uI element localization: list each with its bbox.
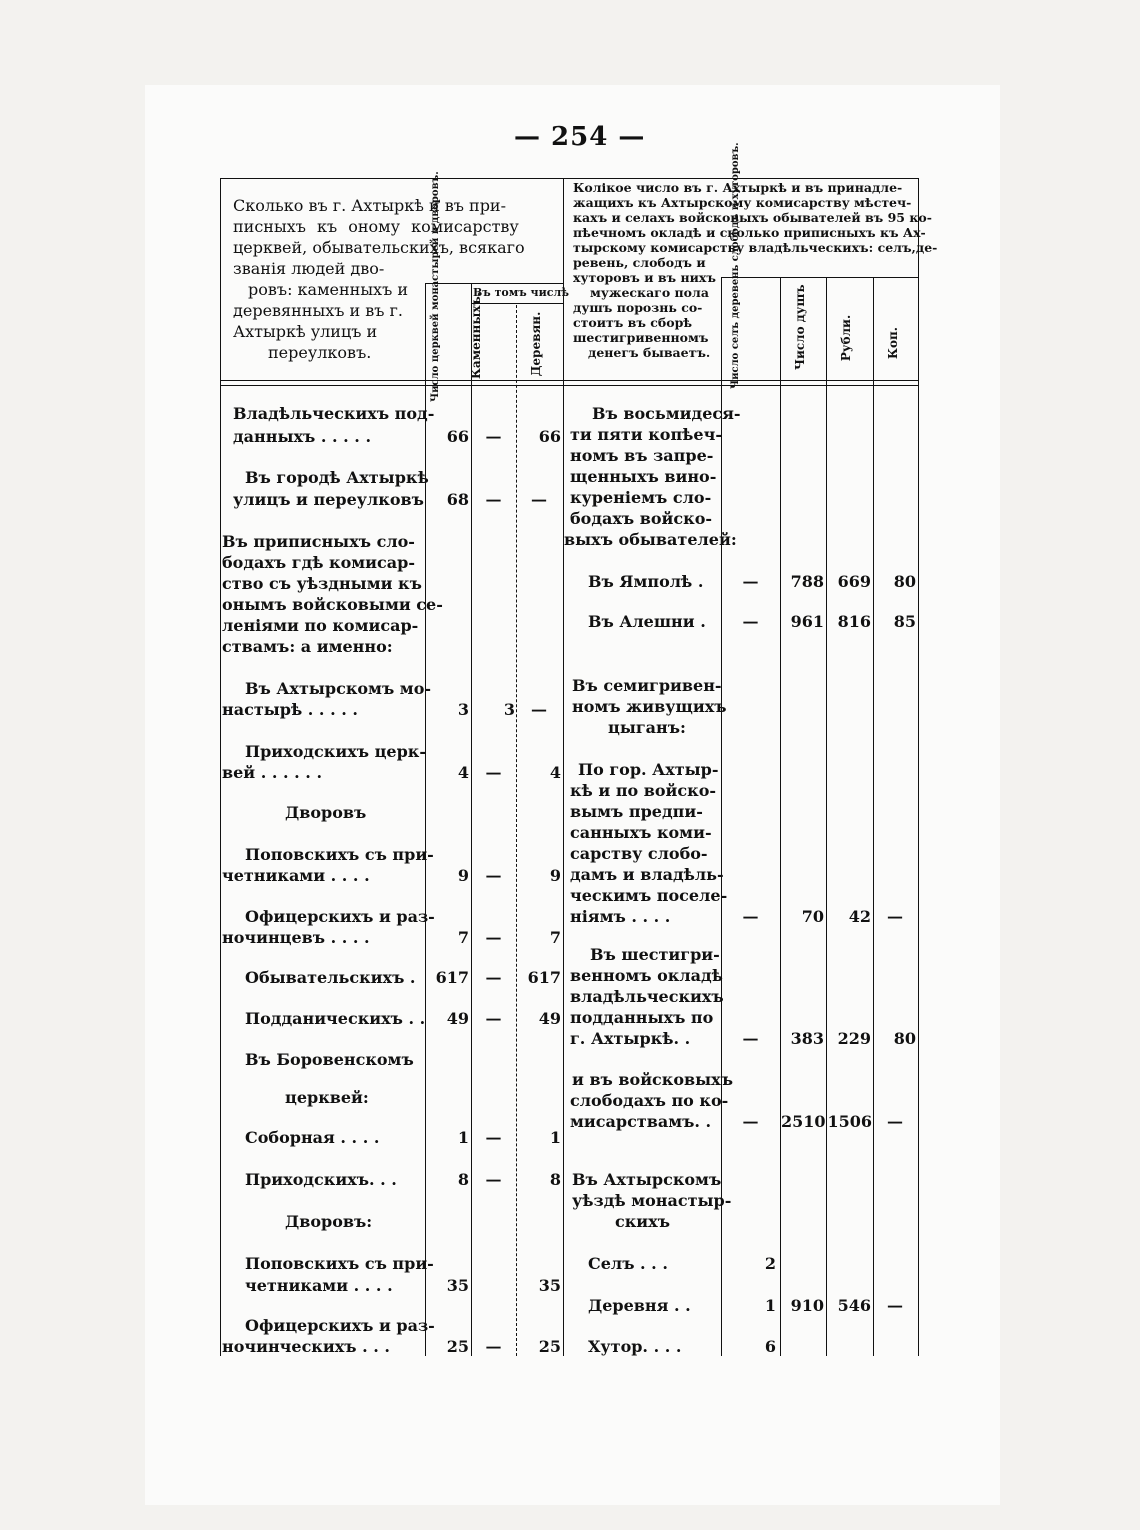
header-right-line: денегъ бываетъ.	[588, 345, 711, 360]
right-villages: 2	[764, 1254, 776, 1273]
right-rub: 229	[837, 1029, 871, 1048]
right-row-label: номъ въ запре-	[570, 446, 714, 465]
left-count: 49	[446, 1009, 469, 1028]
right-rub: 816	[837, 612, 871, 631]
right-rub: 669	[837, 572, 871, 591]
right-villages: —	[742, 1029, 759, 1048]
right-row-label: г. Ахтыркѣ. .	[570, 1029, 691, 1048]
left-row-label: Поповскихъ съ при-	[245, 845, 434, 864]
left-row-label: Подданическихъ . .	[245, 1009, 426, 1028]
left-count: 35	[446, 1276, 469, 1295]
right-kop: —	[887, 1296, 903, 1315]
left-row-label: настырѣ . . . . .	[222, 700, 358, 719]
left-stone: —	[485, 1128, 502, 1147]
right-row-label: Селъ . . .	[588, 1254, 668, 1273]
right-villages: 1	[764, 1296, 776, 1315]
header-left-line: переулковъ.	[268, 343, 372, 362]
header-right-line: стоитъ въ сборѣ	[573, 315, 693, 330]
left-stone: —	[485, 968, 502, 987]
header-right-line: мужескаго пола	[590, 285, 709, 300]
header-right-line: жащихъ къ Ахтырскому комисарству мѣстеч-	[573, 195, 912, 210]
right-row-label: кѣ и по войско-	[570, 781, 717, 800]
right-row-label: скихъ	[615, 1212, 670, 1231]
right-row-label: мисарствамъ. .	[570, 1112, 712, 1131]
left-row-label: леніями по комисар-	[222, 616, 419, 635]
left-count: 4	[457, 763, 469, 782]
left-wood: 25	[538, 1337, 561, 1356]
right-row-label: Въ Ахтырскомъ	[572, 1170, 722, 1189]
left-wood: 9	[549, 866, 561, 885]
right-row-label: куреніемъ сло-	[570, 488, 712, 507]
left-row-label: ство съ уѣздными къ	[222, 574, 422, 593]
left-wood: 1	[549, 1128, 561, 1147]
left-row-label: Обывательскихъ .	[245, 968, 416, 987]
header-left-line: писныхъ къ оному комисарству	[233, 217, 519, 236]
right-villages: —	[742, 612, 759, 631]
left-row-label: Дворовъ:	[285, 1212, 373, 1231]
right-row-label: Въ семигривен-	[572, 676, 722, 695]
left-row-label: церквей:	[285, 1088, 369, 1107]
col-header-stone: Каменныхъ.	[469, 292, 483, 379]
header-left-line: Сколько въ г. Ахтыркѣ и въ при-	[233, 196, 506, 215]
left-row-label: бодахъ гдѣ комисар-	[222, 553, 415, 572]
header-left-line: Ахтыркѣ улицъ и	[233, 322, 378, 341]
right-rub: 1506	[827, 1112, 872, 1131]
col-header-souls: Число душъ	[793, 284, 807, 370]
col-header-wood: Деревян.	[529, 311, 543, 377]
right-row-label: бодахъ войско-	[570, 509, 713, 528]
right-row-label: Въ шестигри-	[590, 945, 720, 964]
right-villages: —	[742, 1112, 759, 1131]
right-souls: 961	[790, 612, 824, 631]
left-count: 9	[457, 866, 469, 885]
right-rub: 546	[837, 1296, 871, 1315]
header-left-line: церквей, обывательскихъ, всякаго	[233, 238, 525, 257]
right-row-label: слободахъ по ко-	[570, 1091, 729, 1110]
header-right-line: Колікое число въ г. Ахтыркѣ и въ принадле-	[573, 180, 903, 195]
left-count: 25	[446, 1337, 469, 1356]
right-row-label: номъ живущихъ	[572, 697, 727, 716]
left-row-label: онымъ войсковыми се-	[222, 595, 443, 614]
right-row-label: санныхъ коми-	[570, 823, 712, 842]
header-right-line: ревень, слободъ и	[573, 255, 706, 270]
left-count: 7	[457, 928, 469, 947]
left-stone: —	[485, 1337, 502, 1356]
left-count: 8	[457, 1170, 469, 1189]
left-count: 3	[457, 700, 469, 719]
left-wood: 8	[549, 1170, 561, 1189]
right-souls: 2510	[781, 1112, 826, 1131]
right-row-label: уѣздѣ монастыр-	[572, 1191, 732, 1210]
left-stone: —	[485, 427, 502, 446]
left-wood: 35	[538, 1276, 561, 1295]
right-row-label: владѣльческихъ	[570, 987, 724, 1006]
left-stone: —	[485, 928, 502, 947]
header-left-line: ровъ: каменныхъ и	[248, 280, 409, 299]
left-wood: 7	[549, 928, 561, 947]
left-row-label: ночинческихъ . . .	[222, 1337, 390, 1356]
header-right-line: тырскому комисарству владѣльческихъ: селъ,де-	[573, 240, 938, 255]
right-kop: —	[887, 1112, 903, 1131]
right-rub: 42	[848, 907, 871, 926]
left-count: 617	[435, 968, 469, 987]
left-stone: —	[485, 1170, 502, 1189]
right-row-label: ческимъ поселе-	[570, 886, 728, 905]
page-number: — 254 —	[514, 122, 646, 152]
right-row-label: и въ войсковыхъ	[572, 1070, 733, 1089]
right-row-label: сарству слобо-	[570, 844, 708, 863]
left-row-label: ствамъ: а именно:	[222, 637, 393, 656]
right-row-label: ти пяти копѣеч-	[570, 425, 722, 444]
col-header-kop: Коп.	[886, 327, 900, 359]
right-kop: —	[887, 907, 903, 926]
right-villages: —	[742, 907, 759, 926]
left-count: 1	[457, 1128, 469, 1147]
left-row-label: ночинцевъ . . . .	[222, 928, 370, 947]
right-row-label: Въ Алешни .	[588, 612, 706, 631]
col-header-villages	[730, 271, 770, 389]
header-right-line: шестигривенномъ	[573, 330, 709, 345]
right-row-label: подданныхъ по	[570, 1008, 714, 1027]
left-row-label: Офицерскихъ и раз-	[245, 907, 435, 926]
left-row-label: Соборная . . . .	[245, 1128, 380, 1147]
left-row-label: Владѣльческихъ под-	[233, 404, 435, 423]
right-row-label: Въ Ямполѣ .	[588, 572, 704, 591]
left-stone: 3	[503, 700, 515, 719]
left-row-label: Въ Ахтырскомъ мо-	[245, 679, 431, 698]
left-wood: —	[531, 490, 547, 509]
left-row-label: улицъ и переулковъ	[233, 490, 424, 509]
right-souls: 383	[790, 1029, 824, 1048]
left-row-label: четниками . . . .	[245, 1276, 393, 1295]
right-row-label: вымъ предпи-	[570, 802, 703, 821]
header-left-line: званія людей дво-	[233, 259, 385, 278]
left-row-label: Поповскихъ съ при-	[245, 1254, 434, 1273]
right-row-label: Въ восьмидеся-	[592, 404, 741, 423]
col-header-rub: Рубли.	[839, 314, 853, 362]
left-wood: —	[531, 700, 547, 719]
header-right-line: душъ порознь со-	[573, 300, 703, 315]
left-stone: —	[485, 1009, 502, 1028]
left-row-label: Въ приписныхъ сло-	[222, 532, 415, 551]
right-row-label: Деревня . .	[588, 1296, 691, 1315]
right-row-label: дамъ и владѣль-	[570, 865, 724, 884]
left-stone: —	[485, 490, 502, 509]
left-row-label: Въ Боровенскомъ	[245, 1050, 414, 1069]
right-kop: 80	[893, 1029, 916, 1048]
right-souls: 910	[790, 1296, 824, 1315]
right-villages: 6	[764, 1337, 776, 1356]
right-kop: 85	[893, 612, 916, 631]
right-row-label: венномъ окладѣ	[570, 966, 723, 985]
left-row-label: вей . . . . . .	[222, 763, 323, 782]
left-wood: 66	[538, 427, 561, 446]
left-row-label: данныхъ . . . . .	[233, 427, 372, 446]
left-row-label: Приходскихъ. . .	[245, 1170, 397, 1189]
right-row-label: цыганъ:	[608, 718, 686, 737]
left-stone: —	[485, 866, 502, 885]
left-wood: 49	[538, 1009, 561, 1028]
header-left-line: деревянныхъ и въ г.	[233, 301, 403, 320]
left-count: 66	[446, 427, 469, 446]
col-header-count: Число церквей монастырей и дворовъ.	[430, 171, 441, 402]
header-right-line: хуторовъ и въ нихъ	[573, 270, 716, 285]
left-stone: —	[485, 763, 502, 782]
right-row-label: Хутор. . . .	[588, 1337, 682, 1356]
left-wood: 617	[527, 968, 561, 987]
right-villages: —	[742, 572, 759, 591]
right-kop: 80	[893, 572, 916, 591]
left-wood: 4	[549, 763, 561, 782]
left-row-label: четниками . . . .	[222, 866, 370, 885]
right-row-label: ніямъ . . . .	[570, 907, 671, 926]
right-souls: 70	[801, 907, 824, 926]
left-count: 68	[446, 490, 469, 509]
header-right-line: кахъ и селахъ войсковыхъ обывателей въ 95 ко-	[573, 210, 932, 225]
left-row-label: Дворовъ	[285, 803, 367, 822]
col-header-group: Въ томъ числѣ	[473, 286, 569, 299]
right-row-label: выхъ обывателей:	[564, 530, 737, 549]
left-row-label: Офицерскихъ и раз-	[245, 1316, 435, 1335]
right-souls: 788	[790, 572, 824, 591]
header-right-line: пѣечномъ окладѣ и сколько приписныхъ къ Ах-	[573, 225, 926, 240]
right-row-label: щенныхъ вино-	[570, 467, 717, 486]
left-row-label: Въ городѣ Ахтыркѣ	[245, 468, 429, 487]
left-row-label: Приходскихъ церк-	[245, 742, 426, 761]
right-row-label: По гор. Ахтыр-	[578, 760, 719, 779]
